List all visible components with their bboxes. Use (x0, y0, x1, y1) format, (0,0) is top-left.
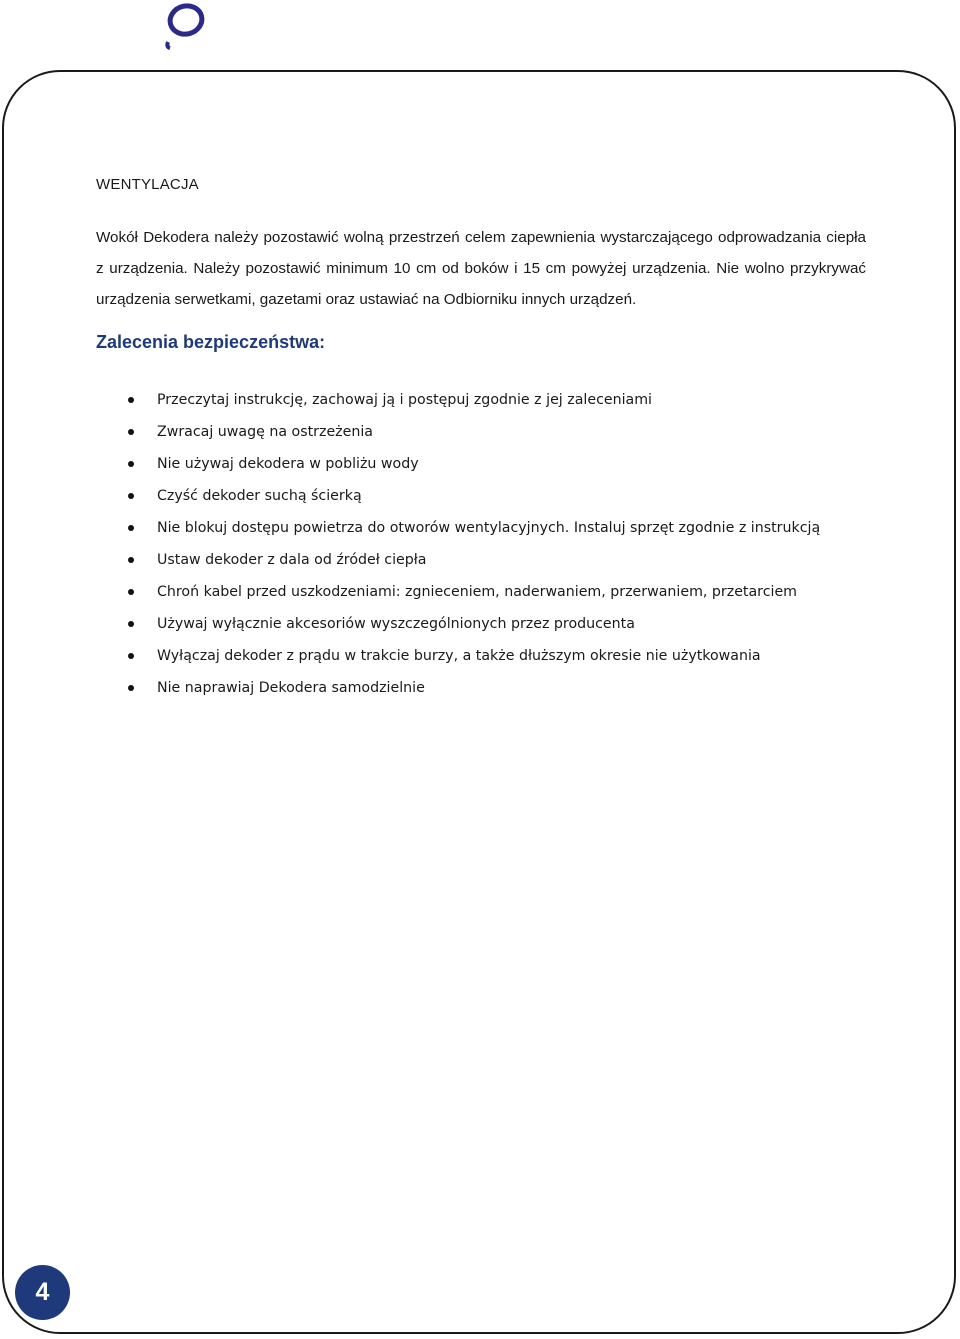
bullet-icon (128, 621, 134, 627)
list-item-text: Nie używaj dekodera w pobliżu wody (157, 456, 419, 472)
list-item-text: Czyść dekoder suchą ścierką (157, 488, 362, 504)
safety-title: Zalecenia bezpieczeństwa: (96, 332, 326, 352)
list-item (124, 448, 820, 480)
list-item-text: Używaj wyłącznie akcesoriów wyszczególnionych przez producenta (157, 616, 635, 632)
bullet-icon (128, 397, 134, 403)
bullet-icon (128, 525, 134, 531)
page-number-badge: 4 (15, 1265, 70, 1320)
bullet-icon (128, 429, 134, 435)
bullet-icon (128, 589, 134, 595)
list-item (124, 512, 820, 544)
list-item (124, 416, 820, 448)
list-item-text: Wyłączaj dekoder z prądu w trakcie burzy, a także dłuższym okresie nie użytkowania (157, 648, 761, 664)
list-item (124, 480, 820, 512)
list-item (124, 640, 820, 672)
safety-list (124, 384, 820, 704)
list-item-text: Przeczytaj instrukcję, zachowaj ją i postępuj zgodnie z jej zaleceniami (157, 392, 652, 408)
bullet-icon (128, 493, 134, 499)
bullet-icon (128, 685, 134, 691)
list-item (124, 384, 820, 416)
bullet-icon (128, 653, 134, 659)
list-item-text: Nie naprawiaj Dekodera samodzielnie (157, 680, 425, 696)
bullet-icon (128, 461, 134, 467)
list-item-text: Nie blokuj dostępu powietrza do otworów wentylacyjnych. Instaluj sprzęt zgodnie z instrukcją (157, 520, 821, 536)
list-item-text: Zwracaj uwagę na ostrzeżenia (157, 424, 373, 440)
bullet-icon (128, 557, 134, 563)
brand-logo-icon (160, 0, 210, 52)
list-item-text: Chroń kabel przed uszkodzeniami: zgnieceniem, naderwaniem, przerwaniem, przetarciem (157, 584, 797, 600)
list-item (124, 608, 820, 640)
list-item (124, 576, 820, 608)
ventilation-heading: WENTYLACJA (96, 176, 199, 193)
list-item (124, 544, 820, 576)
list-item (124, 672, 820, 704)
list-item-text: Ustaw dekoder z dala od źródeł ciepła (157, 552, 427, 568)
ventilation-paragraph: Wokół Dekodera należy pozostawić wolną przestrzeń celem zapewnienia wystarczającego odprowadzania ciepła z urządzenia. Należy pozostawić minimum 10 cm od boków i 15 cm powyżej urządzenia. Nie wolno przykrywać urządzenia serwetkami, gazetami oraz ustawiać na Odbiorniku innych urządzeń. (96, 229, 866, 308)
